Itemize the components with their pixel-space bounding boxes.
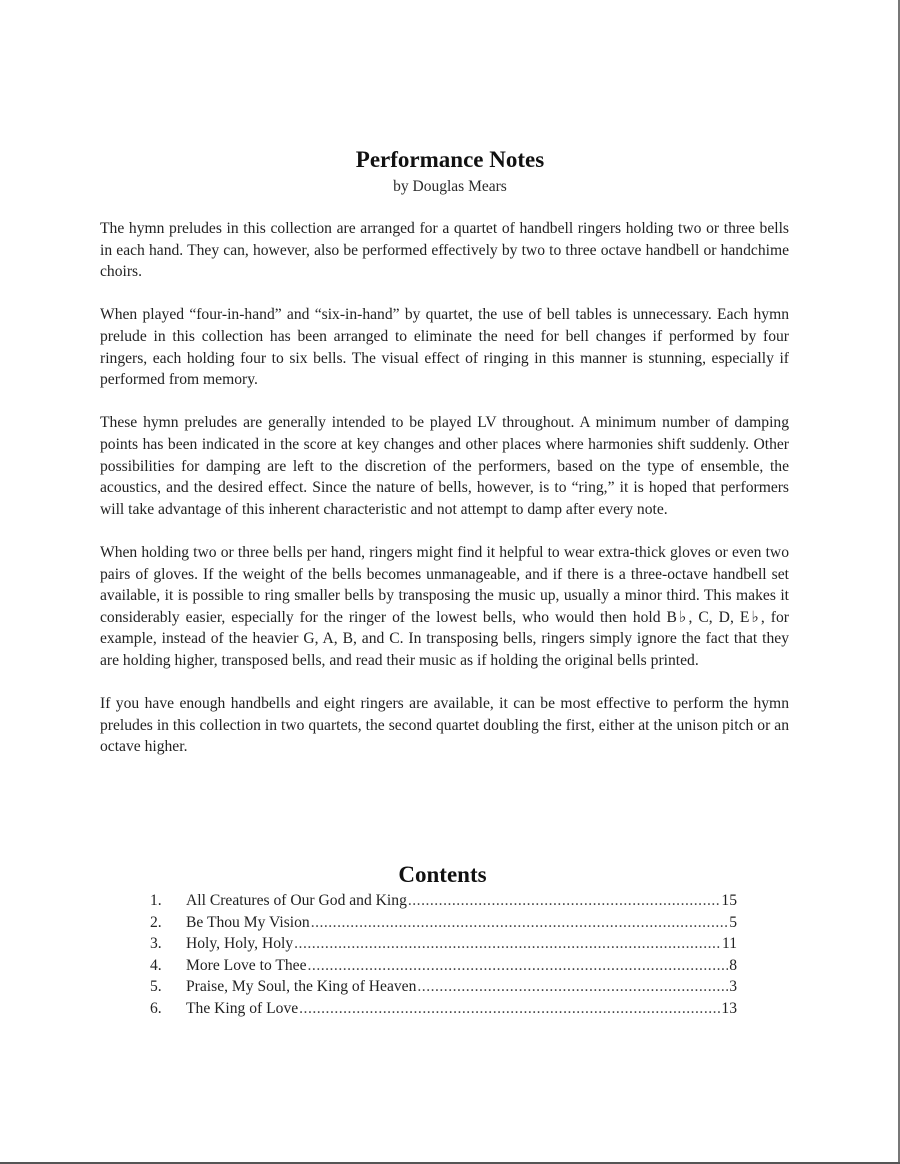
- toc-number: 6.: [150, 999, 162, 1017]
- dot-leader: [294, 935, 721, 953]
- toc-entry: [150, 957, 737, 979]
- toc-number: 3.: [150, 935, 162, 953]
- toc-number: 4.: [150, 956, 162, 974]
- performance-notes-body: [100, 218, 789, 779]
- toc-page-number: 13: [721, 999, 737, 1017]
- toc-entry: [150, 914, 737, 936]
- toc-title: More Love to Thee: [186, 956, 307, 974]
- dot-leader: [308, 957, 729, 975]
- toc-page-number: 5: [729, 913, 737, 931]
- toc-entry: [150, 935, 737, 957]
- author-byline: by Douglas Mears: [393, 178, 507, 195]
- paragraph: The hymn preludes in this collection are arranged for a quartet of handbell ringers holding two or three bells in each hand. They can, however, also be performed effectively by two to three octave handbell or handchime choirs.: [100, 220, 789, 281]
- paragraph: When holding two or three bells per hand, ringers might find it helpful to wear extra-thick gloves or even two pairs of gloves. If the weight of the bells becomes unmanageable, and if there is a three-octave handbell set available, it is possible to ring smaller bells by transposing the music up, usually a minor third. This makes it considerably easier, especially for the ringer of the lowest bells, who would then hold B♭, C, D, E♭, for example, instead of the heavier G, A, B, and C. In transposing bells, ringers simply ignore the fact that they are holding higher, transposed bells, and read their music as if holding the original bells printed.: [100, 543, 789, 669]
- toc-entry: [150, 1000, 737, 1022]
- table-of-contents: [150, 892, 737, 1022]
- dot-leader: [311, 914, 729, 932]
- paragraph: When played “four-in-hand” and “six-in-hand” by quartet, the use of bell tables is unnecessary. Each hymn prelude in this collection has been arranged to eliminate the need for bell changes if performed by four ringers, each holding four to six bells. The visual effect of ringing in this manner is stunning, especially if performed from memory.: [100, 306, 789, 389]
- toc-page-number: 11: [721, 935, 737, 953]
- toc-title: Holy, Holy, Holy: [186, 935, 294, 953]
- dot-leader: [299, 1000, 720, 1018]
- toc-page-number: 15: [721, 892, 737, 909]
- toc-title: Praise, My Soul, the King of Heaven: [186, 978, 417, 996]
- toc-page-number: 3: [729, 978, 737, 996]
- dot-leader: [417, 978, 728, 996]
- toc-number: 5.: [150, 978, 162, 996]
- contents-heading: Contents: [398, 862, 487, 887]
- paragraph: If you have enough handbells and eight ringers are available, it can be most effective to perform the hymn preludes in this collection in two quartets, the second quartet doubling the first, either at the unison pitch or an octave higher.: [100, 695, 789, 756]
- toc-entry: [150, 892, 737, 914]
- toc-entry: [150, 978, 737, 1000]
- toc-title: The King of Love: [186, 999, 299, 1017]
- page-title: Performance Notes: [355, 147, 545, 172]
- toc-number: 2.: [150, 913, 162, 931]
- dot-leader: [408, 892, 721, 910]
- toc-title: All Creatures of Our God and King: [186, 892, 407, 909]
- toc-title: Be Thou My Vision: [186, 913, 310, 931]
- toc-page-number: 8: [729, 956, 737, 974]
- toc-number: 1.: [150, 892, 162, 909]
- paragraph: These hymn preludes are generally intended to be played LV throughout. A minimum number of damping points has been indicated in the score at key changes and other places where harmonies shift suddenly. Other possibilities for damping are left to the discretion of the performers, based on the type of ensemble, the acoustics, and the desired effect. Since the nature of bells, however, is to “ring,” it is hoped that performers will take advantage of this inherent characteristic and not attempt to damp after every note.: [100, 414, 789, 518]
